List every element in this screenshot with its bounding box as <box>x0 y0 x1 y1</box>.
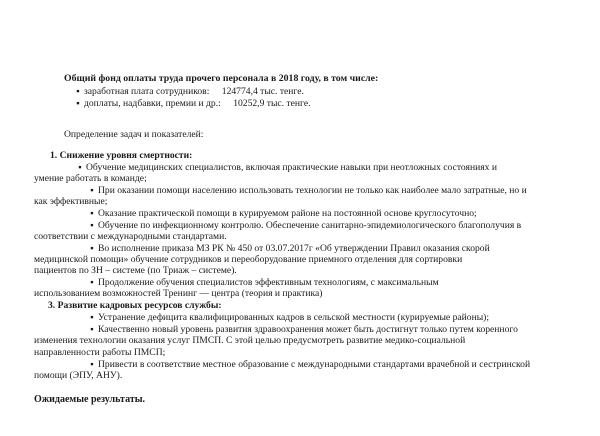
item-line: Устранение дефицита квалифицированных кадров в сельской местности (курируемые районы); <box>98 312 490 323</box>
bullet-icon: ▪ <box>78 162 82 173</box>
section3-item-3 <box>86 359 530 370</box>
item-line: Привести в соответствие местное образование с международными стандартами врачебной и сестринской <box>98 359 531 370</box>
section-title-text: Развитие кадровых ресурсов службы: <box>57 300 222 311</box>
bullet-icon: ▪ <box>76 86 80 97</box>
bullet-icon: ▪ <box>90 324 94 335</box>
section1-item-5-cont2: пациентов по ЗН – системе (по Триаж – системе). <box>34 265 237 276</box>
section1-item-1-cont: умение работать в команде; <box>34 173 147 184</box>
bullet-icon: ▪ <box>90 277 94 288</box>
section1-item-6-cont: использованием возможностей Тренинг — центра (теория и практика) <box>34 288 323 299</box>
section1-title <box>50 150 192 161</box>
payroll-line-bonuses <box>72 98 311 109</box>
payroll-value: 124774,4 тыс. тенге. <box>221 86 304 97</box>
section1-item-2-cont: как эффективные; <box>34 196 108 207</box>
payroll-label: заработная плата сотрудников: <box>84 86 210 97</box>
section1-item-5 <box>86 243 490 254</box>
item-line: Обучение по инфекционному контролю. Обеспечение санитарно-эпидемиологического благополучия в <box>98 220 522 231</box>
bullet-icon: ▪ <box>90 243 94 254</box>
section1-item-1 <box>74 162 580 173</box>
bullet-icon: ▪ <box>90 220 94 231</box>
section3-item-2-cont2: направленности работы ПМСП; <box>34 347 166 358</box>
bullet-icon: ▪ <box>90 359 94 370</box>
payroll-value: 10252,9 тыс. тенге. <box>233 98 311 109</box>
section-number: 1. <box>50 150 58 161</box>
section1-item-6 <box>86 277 439 288</box>
bullet-icon: ▪ <box>76 98 80 109</box>
payroll-label: доплаты, надбавки, премии и др.: <box>84 98 221 109</box>
item-line: Продолжение обучения специалистов эффективным технологиям, с максимальным <box>98 277 439 288</box>
section1-item-4-cont: соответствии с международными стандартами. <box>34 231 227 242</box>
expected-results-heading: Ожидаемые результаты. <box>34 394 146 405</box>
item-line: Обучение медицинских специалистов, включая практические навыки при неотложных состояниях и <box>86 162 497 173</box>
section1-item-2 <box>86 185 527 196</box>
section3-item-2-cont1: изменения технологии оказания услуг ПМСП. С этой целью предусмотреть развитие медико-социальной <box>34 335 466 346</box>
item-line: Оказание практической помощи в курируемом районе на постоянной основе круглосуточно; <box>98 208 477 219</box>
bullet-icon: ▪ <box>90 185 94 196</box>
item-line: Во исполнение приказа МЗ РК № 450 от 03.07.2017г «Об утверждении Правил оказания скорой <box>98 243 490 254</box>
section1-item-4 <box>86 220 521 231</box>
fund-heading: Общий фонд оплаты труда прочего персонала в 2018 году, в том числе: <box>64 73 379 84</box>
section-title-text: Снижение уровня смертности: <box>59 150 193 161</box>
item-line: При оказании помощи населению использовать технологии не только как наиболее мало затратные, но и <box>98 185 527 196</box>
bullet-icon: ▪ <box>90 312 94 323</box>
payroll-line-salary <box>72 86 304 97</box>
bullet-icon: ▪ <box>90 208 94 219</box>
item-line: Качественно новый уровень развития здравоохранения может быть достигнут только путем коренного <box>98 324 518 335</box>
section-number: 3. <box>48 300 56 311</box>
tasks-title: Определение задач и показателей: <box>64 129 204 140</box>
section3-title <box>48 300 222 311</box>
section3-item-2 <box>86 324 518 335</box>
section3-item-1 <box>86 312 489 323</box>
section1-item-5-cont1: медицинской помощи» обучение сотрудников и переоборудование приемного отделения для сортировки <box>34 254 463 265</box>
section3-item-3-cont: помощи (ЭПУ, АНУ). <box>34 370 123 381</box>
section1-item-3 <box>86 208 477 219</box>
